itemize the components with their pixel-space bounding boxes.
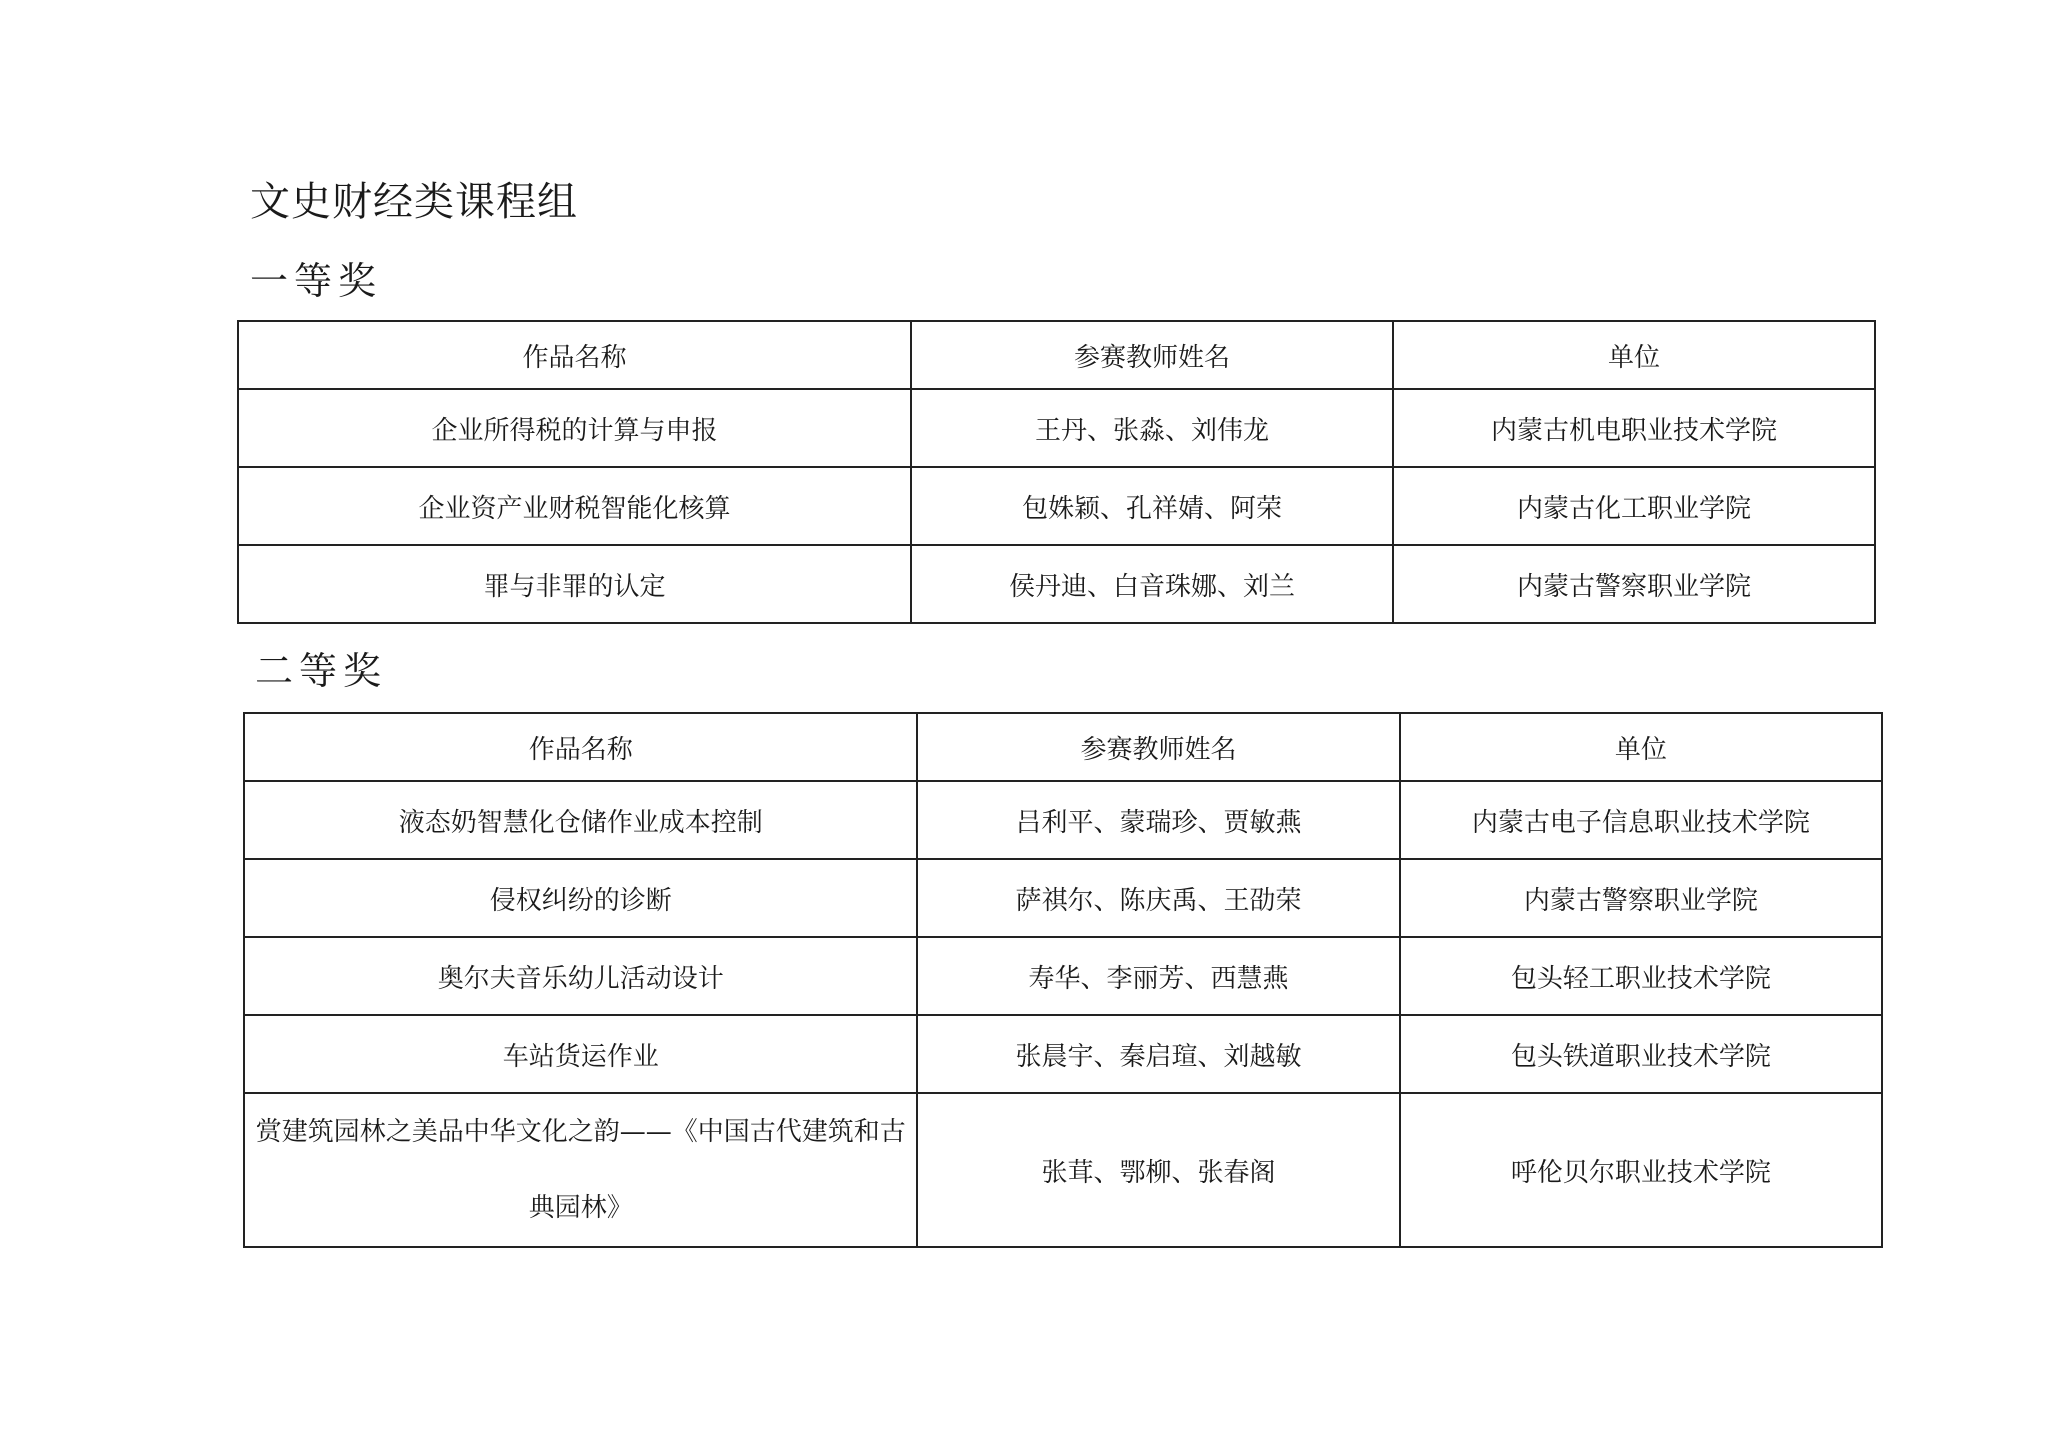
teacher-names-cell: 张茸、鄂柳、张春阁 — [917, 1093, 1399, 1247]
first-prize-heading: 一等奖 — [250, 259, 383, 303]
teacher-names-cell: 王丹、张淼、刘伟龙 — [911, 389, 1393, 467]
work-name-cell: 赏建筑园林之美品中华文化之韵——《中国古代建筑和古典园林》 — [244, 1093, 917, 1247]
work-name-cell: 液态奶智慧化仓储作业成本控制 — [244, 781, 917, 859]
first-prize-table — [237, 320, 1876, 624]
unit-cell: 包头铁道职业技术学院 — [1400, 1015, 1882, 1093]
table-row — [238, 467, 1875, 545]
header-unit: 单位 — [1400, 713, 1882, 781]
teacher-names-cell: 侯丹迪、白音珠娜、刘兰 — [911, 545, 1393, 623]
unit-cell: 内蒙古警察职业学院 — [1393, 545, 1875, 623]
teacher-names-cell: 包姝颖、孔祥婧、阿荣 — [911, 467, 1393, 545]
unit-cell: 包头轻工职业技术学院 — [1400, 937, 1882, 1015]
work-name-cell: 侵权纠纷的诊断 — [244, 859, 917, 937]
work-name-cell: 企业资产业财税智能化核算 — [238, 467, 911, 545]
work-name-cell: 罪与非罪的认定 — [238, 545, 911, 623]
table-row — [244, 781, 1882, 859]
table-row — [238, 545, 1875, 623]
second-prize-heading: 二等奖 — [255, 649, 388, 693]
table-row — [244, 937, 1882, 1015]
table-row — [244, 859, 1882, 937]
page-title: 文史财经类课程组 — [250, 179, 578, 225]
unit-cell: 内蒙古警察职业学院 — [1400, 859, 1882, 937]
second-prize-table — [243, 712, 1883, 1248]
teacher-names-cell: 萨祺尔、陈庆禹、王劭荣 — [917, 859, 1399, 937]
table-row — [238, 389, 1875, 467]
header-work-name: 作品名称 — [244, 713, 917, 781]
work-name-cell: 奥尔夫音乐幼儿活动设计 — [244, 937, 917, 1015]
table-header-row — [238, 321, 1875, 389]
work-name-cell: 企业所得税的计算与申报 — [238, 389, 911, 467]
table-row — [244, 1093, 1882, 1247]
unit-cell: 呼伦贝尔职业技术学院 — [1400, 1093, 1882, 1247]
table-header-row — [244, 713, 1882, 781]
header-teacher-names: 参赛教师姓名 — [917, 713, 1399, 781]
teacher-names-cell: 吕利平、蒙瑞珍、贾敏燕 — [917, 781, 1399, 859]
unit-cell: 内蒙古化工职业学院 — [1393, 467, 1875, 545]
header-teacher-names: 参赛教师姓名 — [911, 321, 1393, 389]
unit-cell: 内蒙古电子信息职业技术学院 — [1400, 781, 1882, 859]
teacher-names-cell: 寿华、李丽芳、西慧燕 — [917, 937, 1399, 1015]
teacher-names-cell: 张晨宇、秦启瑄、刘越敏 — [917, 1015, 1399, 1093]
header-work-name: 作品名称 — [238, 321, 911, 389]
unit-cell: 内蒙古机电职业技术学院 — [1393, 389, 1875, 467]
header-unit: 单位 — [1393, 321, 1875, 389]
table-row — [244, 1015, 1882, 1093]
work-name-cell: 车站货运作业 — [244, 1015, 917, 1093]
